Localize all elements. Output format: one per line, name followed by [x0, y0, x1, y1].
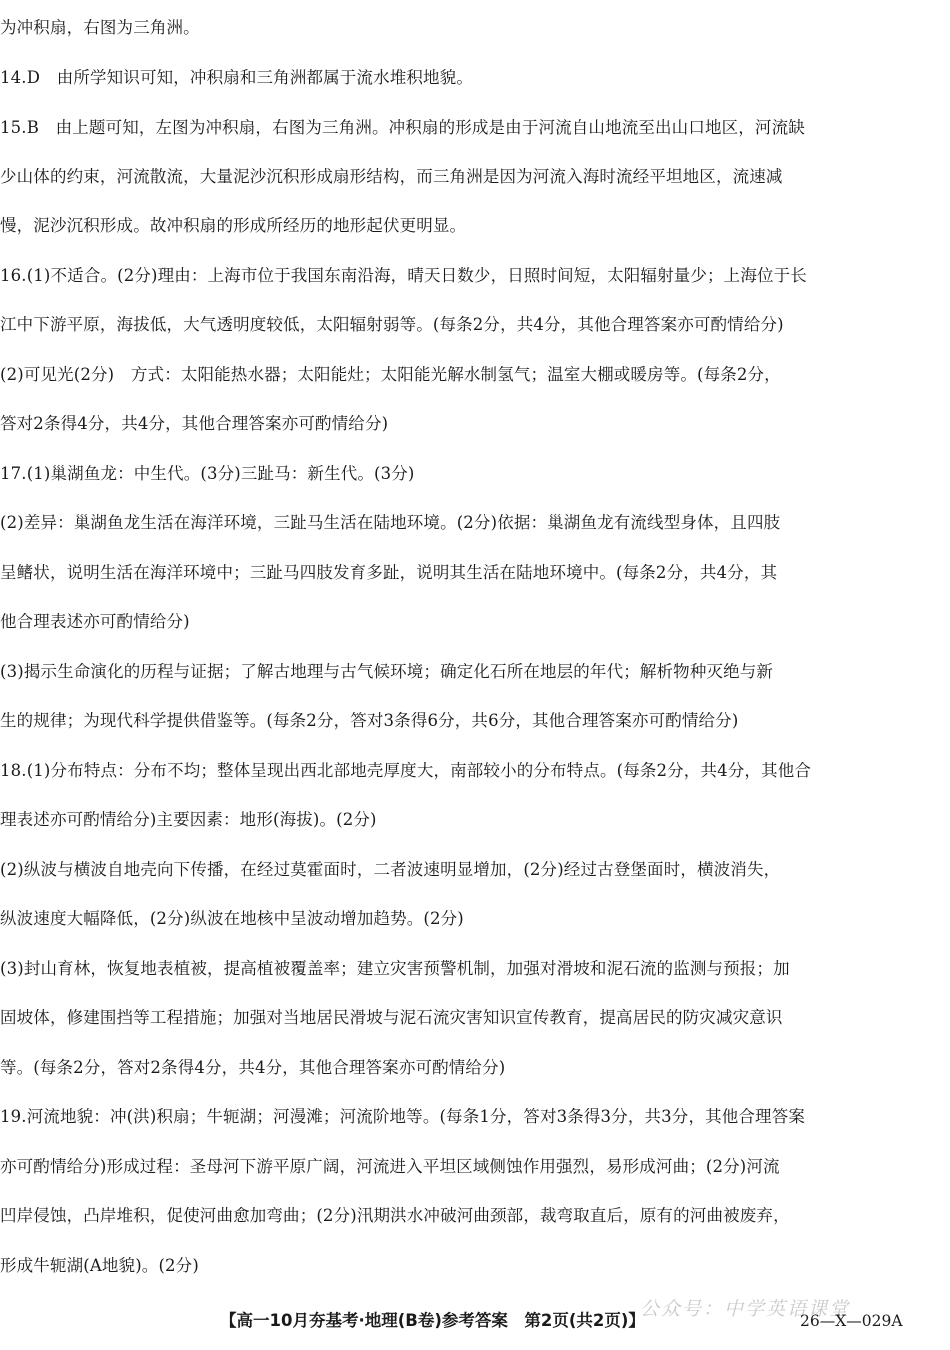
answer-17-3-line-1: (3)揭示生命演化的历程与证据；了解古地理与古气候环境；确定化石所在地层的年代；解析物种灭绝与新 — [0, 662, 774, 681]
answer-16-2-line-1: (2)可见光(2分) 方式：太阳能热水器；太阳能灶；太阳能光解水制氢气；温室大棚或暖房等。(每条2分， — [0, 365, 781, 384]
answer-14: 14.D 由所学知识可知，冲积扇和三角洲都属于流水堆积地貌。 — [0, 68, 473, 87]
watermark: 公众号：中学英语课堂 — [640, 1298, 851, 1320]
answer-16-2-line-2: 答对2条得4分，共4分，其他合理答案亦可酌情给分) — [0, 414, 389, 433]
answer-17-2-line-2: 呈鳍状，说明生活在海洋环境中；三趾马四肢发育多趾，说明其生活在陆地环境中。(每条2分，共4分，其 — [0, 563, 778, 582]
answer-18-1-line-1: 18.(1)分布特点：分布不均；整体呈现出西北部地壳厚度大，南部较小的分布特点。(每条2分，共4分，其他合 — [0, 761, 811, 780]
answer-16-1-line-1: 16.(1)不适合。(2分)理由：上海市位于我国东南沿海，晴天日数少，日照时间短，太阳辐射量少；上海位于长 — [0, 266, 807, 285]
answer-17-2-line-1: (2)差异：巢湖鱼龙生活在海洋环境，三趾马生活在陆地环境。(2分)依据：巢湖鱼龙有流线型身体，且四肢 — [0, 513, 781, 532]
footer-code: 26—X—029A — [800, 1312, 903, 1330]
answer-19-line-3: 凹岸侵蚀，凸岸堆积，促使河曲愈加弯曲；(2分)汛期洪水冲破河曲颈部，裁弯取直后，原有的河曲被废弃， — [0, 1206, 790, 1225]
answer-18-3-line-2: 固坡体，修建围挡等工程措施；加强对当地居民滑坡与泥石流灾害知识宣传教育，提高居民的防灾减灾意识 — [0, 1008, 783, 1027]
answer-19-line-4: 形成牛轭湖(A地貌)。(2分) — [0, 1256, 199, 1275]
footer-title: 【高一10月夯基考·地理(B卷)参考答案 第2页(共2页)】 — [220, 1311, 645, 1330]
answer-18-3-line-1: (3)封山育林，恢复地表植被，提高植被覆盖率；建立灾害预警机制，加强对滑坡和泥石流的监测与预报；加 — [0, 959, 790, 978]
answer-18-3-line-3: 等。(每条2分，答对2条得4分，共4分，其他合理答案亦可酌情给分) — [0, 1058, 506, 1077]
answer-18-2-line-2: 纵波速度大幅降低，(2分)纵波在地核中呈波动增加趋势。(2分) — [0, 909, 464, 928]
text-line-1: 为冲积扇，右图为三角洲。 — [0, 18, 200, 37]
answer-17-3-line-2: 生的规律；为现代科学提供借鉴等。(每条2分，答对3条得6分，共6分，其他合理答案亦可酌情给分) — [0, 711, 739, 730]
answer-15-line-1: 15.B 由上题可知，左图为冲积扇，右图为三角洲。冲积扇的形成是由于河流自山地流至出山口地区，河流缺 — [0, 118, 805, 137]
answer-16-1-line-2: 江中下游平原，海拔低，大气透明度较低，太阳辐射弱等。(每条2分，共4分，其他合理答案亦可酌情给分) — [0, 315, 784, 334]
answer-19-line-1: 19.河流地貌：冲(洪)积扇；牛轭湖；河漫滩；河流阶地等。(每条1分，答对3条得3分，共3分，其他合理答案 — [0, 1107, 805, 1126]
answer-17-1: 17.(1)巢湖鱼龙：中生代。(3分)三趾马：新生代。(3分) — [0, 464, 415, 483]
answer-18-2-line-1: (2)纵波与横波自地壳向下传播，在经过莫霍面时，二者波速明显增加，(2分)经过古登堡面时，横波消失， — [0, 860, 781, 879]
answer-19-line-2: 亦可酌情给分)形成过程：圣母河下游平原广阔，河流进入平坦区域侧蚀作用强烈，易形成河曲；(2分)河流 — [0, 1157, 780, 1176]
answer-15-line-2: 少山体的约束，河流散流，大量泥沙沉积形成扇形结构，而三角洲是因为河流入海时流经平坦地区，流速减 — [0, 167, 783, 186]
answer-17-2-line-3: 他合理表述亦可酌情给分) — [0, 612, 190, 631]
answer-15-line-3: 慢，泥沙沉积形成。故冲积扇的形成所经历的地形起伏更明显。 — [0, 216, 467, 235]
answer-18-1-line-2: 理表述亦可酌情给分)主要因素：地形(海拔)。(2分) — [0, 810, 377, 829]
